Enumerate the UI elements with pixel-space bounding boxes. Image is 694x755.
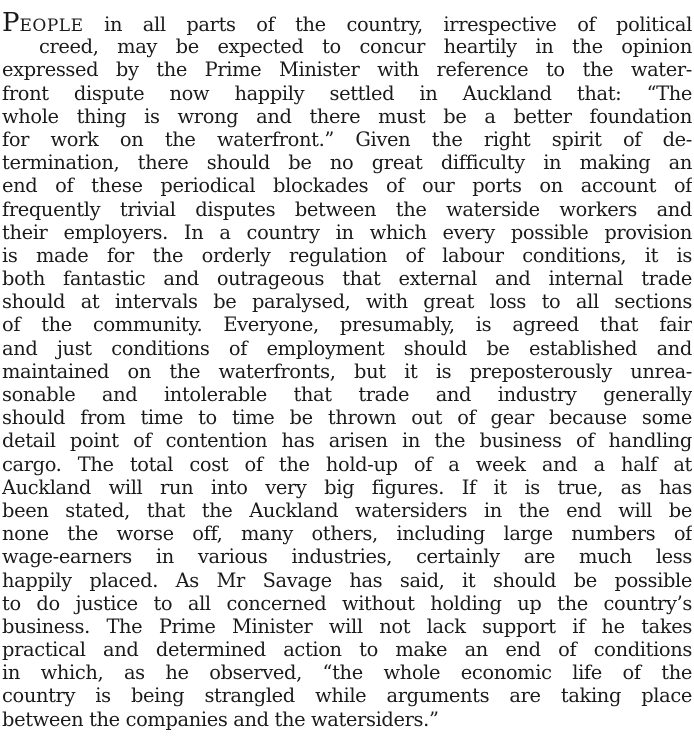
text-line-25: happily placed. As Mr Savage has said, it should be possible: [2, 568, 692, 592]
text-line-10: their employers. In a country in which every possible provision: [2, 220, 692, 244]
text-line-3: expressed by the Prime Minister with reference to the water-: [2, 58, 692, 82]
text-line-28: practical and determined action to make an end of conditions: [2, 638, 692, 662]
drop-cap: P: [2, 12, 20, 36]
text-line-20: cargo. The total cost of the hold-up of a week and a half at: [2, 452, 692, 476]
small-caps-lead: EOPLE: [19, 16, 84, 36]
text-line-16: maintained on the waterfronts, but it is preposterously unrea-: [2, 359, 692, 383]
text-line-30: country is being strangled while arguments are taking place: [2, 684, 692, 708]
text-line-17: sonable and intolerable that trade and industry generally: [2, 383, 692, 406]
text-line-11: is made for the orderly regulation of labour conditions, it is: [2, 243, 692, 267]
text-line-13: should at intervals be paralysed, with great loss to all sections: [2, 290, 692, 314]
text-line-8: end of these periodical blockades of our ports on account of: [2, 174, 692, 198]
text-line-5: whole thing is wrong and there must be a better foundation: [2, 104, 692, 128]
text-line-29: in which, as he observed, “the whole economic life of the: [2, 661, 692, 685]
text-line-6: for work on the waterfront.” Given the right spirit of de-: [2, 127, 692, 151]
text-line-23: none the worse off, many others, including large numbers of: [2, 522, 692, 546]
text-line-1: [2, 12, 692, 35]
text-line-2: creed, may be expected to concur heartily in the opinion: [39, 35, 692, 59]
text-line-19: detail point of contention has arisen in the business of handling: [2, 429, 692, 453]
text-line-21: Auckland will run into very big figures. If it is true, as has: [2, 475, 692, 499]
text-line-24: wage-earners in various industries, certainly are much less: [2, 545, 692, 569]
text-line-31: between the companies and the watersiders.”: [2, 707, 439, 731]
text-line-22: been stated, that the Auckland watersiders in the end will be: [2, 498, 692, 522]
first-line-rest: in all parts of the country, irrespective of political: [83, 13, 692, 36]
text-line-14: of the community. Everyone, presumably, is agreed that fair: [2, 313, 692, 337]
text-line-7: termination, there should be no great difficulty in making an: [2, 151, 692, 175]
text-line-18: should from time to time be thrown out of gear because some: [2, 406, 692, 430]
article-body: [2, 12, 692, 731]
text-line-15: and just conditions of employment should be established and: [2, 336, 692, 360]
text-line-4: front dispute now happily settled in Auckland that: “The: [2, 81, 692, 105]
text-line-27: business. The Prime Minister will not lack support if he takes: [2, 614, 692, 638]
text-line-9: frequently trivial disputes between the waterside workers and: [2, 197, 692, 221]
text-line-12: both fantastic and outrageous that external and internal trade: [2, 267, 692, 291]
text-line-26: to do justice to all concerned without holding up the country’s: [2, 591, 692, 615]
